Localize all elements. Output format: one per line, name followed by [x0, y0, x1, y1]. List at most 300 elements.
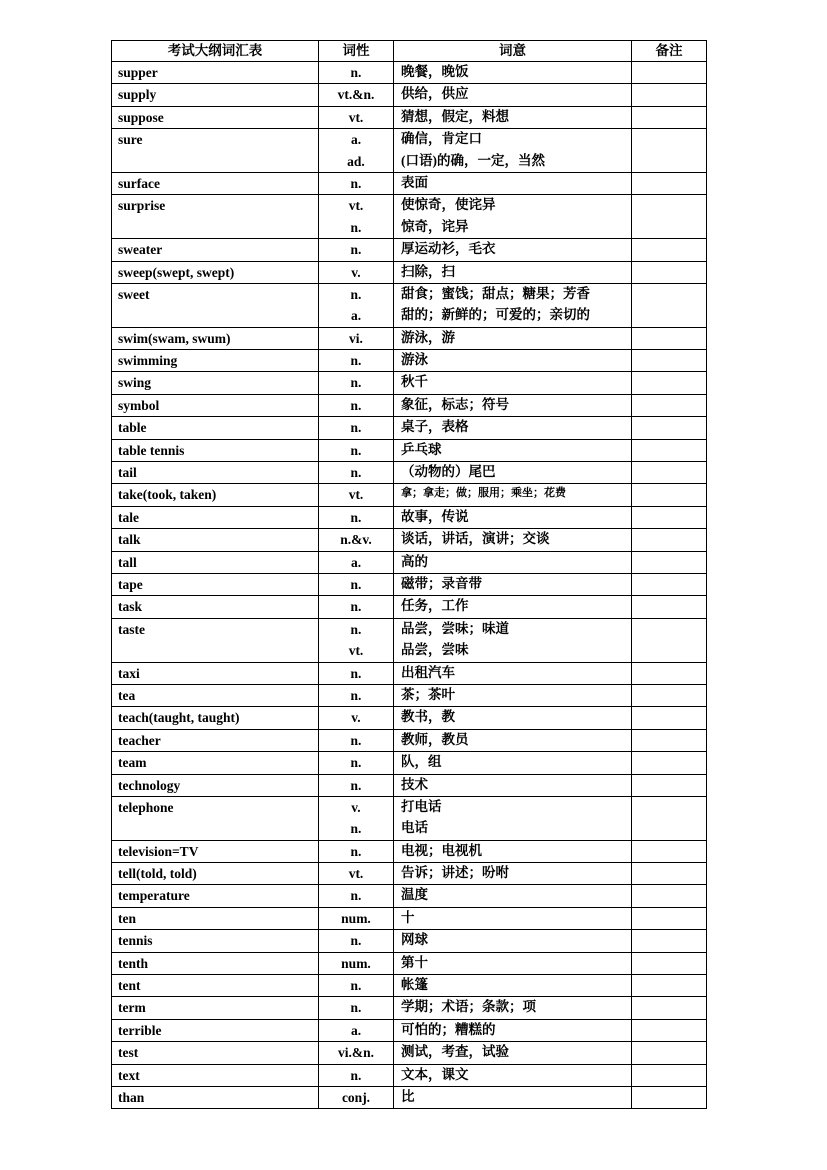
meaning: 可怕的；糟糕的 — [401, 1021, 496, 1037]
meaning: 桌子，表格 — [401, 419, 469, 435]
word-cell — [112, 997, 319, 1019]
word: suppose — [118, 109, 164, 125]
word-cell — [112, 840, 319, 862]
table-row — [112, 439, 707, 461]
header-row — [112, 41, 707, 62]
word-cell — [112, 662, 319, 684]
notes-cell — [632, 840, 707, 862]
table-row — [112, 506, 707, 528]
part-of-speech-cell — [319, 529, 394, 551]
word-cell — [112, 1042, 319, 1064]
table-row — [112, 618, 707, 662]
word: temperature — [118, 888, 190, 904]
table-row — [112, 529, 707, 551]
word: sweet — [118, 286, 150, 302]
word-cell — [112, 684, 319, 706]
meaning: 扫除，扫 — [401, 263, 455, 279]
notes-cell — [632, 327, 707, 349]
notes-cell — [632, 618, 707, 662]
notes-cell — [632, 283, 707, 327]
part-of-speech: a. — [350, 132, 362, 148]
table-row — [112, 327, 707, 349]
notes-cell — [632, 997, 707, 1019]
meaning: 帐篷 — [401, 977, 428, 993]
meaning-cell — [394, 684, 632, 706]
word: team — [118, 755, 147, 771]
notes-cell — [632, 684, 707, 706]
meaning-cell — [394, 662, 632, 684]
notes-cell — [632, 239, 707, 261]
part-of-speech: n. — [350, 621, 362, 637]
meaning-cell — [394, 239, 632, 261]
table-row — [112, 684, 707, 706]
meaning-cell — [394, 907, 632, 929]
word: swimming — [118, 353, 178, 369]
word-cell — [112, 930, 319, 952]
meaning-cell — [394, 997, 632, 1019]
notes-cell — [632, 662, 707, 684]
part-of-speech-cell — [319, 975, 394, 997]
part-of-speech-cell — [319, 283, 394, 327]
notes-cell — [632, 752, 707, 774]
word-cell — [112, 975, 319, 997]
part-of-speech: n. — [350, 219, 362, 235]
notes-cell — [632, 372, 707, 394]
word-cell — [112, 84, 319, 106]
meaning: 磁带；录音带 — [401, 575, 482, 591]
meaning-cell — [394, 327, 632, 349]
part-of-speech-cell — [319, 840, 394, 862]
part-of-speech-cell — [319, 1019, 394, 1041]
notes-cell — [632, 172, 707, 194]
word: table tennis — [118, 442, 185, 458]
part-of-speech: vt. — [348, 866, 364, 882]
table-row — [112, 796, 707, 840]
part-of-speech: n. — [350, 353, 362, 369]
part-of-speech-cell — [319, 1086, 394, 1108]
word-cell — [112, 283, 319, 327]
word-cell — [112, 372, 319, 394]
meaning-cell — [394, 863, 632, 885]
table-row — [112, 752, 707, 774]
table-row — [112, 261, 707, 283]
word-cell — [112, 462, 319, 484]
word: table — [118, 420, 147, 436]
part-of-speech: num. — [341, 955, 371, 971]
part-of-speech: n. — [350, 242, 362, 258]
word-cell — [112, 551, 319, 573]
table-row — [112, 195, 707, 239]
part-of-speech: n. — [350, 933, 362, 949]
table-row — [112, 394, 707, 416]
word-cell — [112, 573, 319, 595]
meaning: 惊奇，诧异 — [401, 218, 469, 234]
part-of-speech: vt.&n. — [337, 87, 375, 103]
meaning: （动物的）尾巴 — [401, 464, 496, 480]
word: supper — [118, 65, 158, 80]
word: surprise — [118, 198, 166, 214]
word: tall — [118, 554, 137, 570]
meaning: 学期；术语；条款；项 — [401, 999, 536, 1015]
notes-cell — [632, 774, 707, 796]
word-cell — [112, 752, 319, 774]
notes-cell — [632, 1042, 707, 1064]
part-of-speech-cell — [319, 573, 394, 595]
notes-cell — [632, 596, 707, 618]
table-row — [112, 372, 707, 394]
part-of-speech-cell — [319, 195, 394, 239]
word: tenth — [118, 955, 148, 971]
meaning: 谈话，讲话，演讲；交谈 — [401, 531, 550, 547]
header-meaning: 词意 — [394, 41, 632, 62]
notes-cell — [632, 1019, 707, 1041]
word: supply — [118, 87, 157, 103]
part-of-speech: n. — [350, 978, 362, 994]
part-of-speech: num. — [341, 910, 371, 926]
meaning-cell — [394, 106, 632, 128]
meaning: 茶；茶叶 — [401, 686, 455, 702]
meaning: 测试，考查，试验 — [401, 1044, 509, 1060]
part-of-speech: n. — [350, 888, 362, 904]
word-cell — [112, 529, 319, 551]
part-of-speech: n. — [350, 821, 362, 837]
part-of-speech: n. — [350, 175, 362, 191]
notes-cell — [632, 484, 707, 506]
part-of-speech-cell — [319, 618, 394, 662]
word-cell — [112, 350, 319, 372]
meaning: 网球 — [401, 932, 428, 948]
word-cell — [112, 885, 319, 907]
word-cell — [112, 417, 319, 439]
meaning-cell — [394, 573, 632, 595]
word: term — [118, 1000, 146, 1016]
meaning: 第十 — [401, 954, 428, 970]
meaning: 教师，教员 — [401, 731, 469, 747]
part-of-speech-cell — [319, 729, 394, 751]
part-of-speech-cell — [319, 952, 394, 974]
part-of-speech-cell — [319, 885, 394, 907]
word: text — [118, 1067, 140, 1083]
word: terrible — [118, 1022, 162, 1038]
notes-cell — [632, 1086, 707, 1108]
part-of-speech: vt. — [348, 487, 364, 503]
meaning-cell — [394, 975, 632, 997]
word-cell — [112, 596, 319, 618]
table-row — [112, 84, 707, 106]
table-row — [112, 840, 707, 862]
word-cell — [112, 327, 319, 349]
part-of-speech: vt. — [348, 643, 364, 659]
notes-cell — [632, 796, 707, 840]
word-cell — [112, 484, 319, 506]
meaning-cell — [394, 618, 632, 662]
notes-cell — [632, 195, 707, 239]
table-row — [112, 350, 707, 372]
meaning: 技术 — [401, 776, 428, 792]
meaning: 出租汽车 — [401, 664, 455, 680]
word-cell — [112, 618, 319, 662]
part-of-speech: n. — [350, 1067, 362, 1083]
meaning: 任务，工作 — [401, 598, 469, 614]
table-row — [112, 1086, 707, 1108]
table-body — [112, 62, 707, 1109]
meaning: 品尝，尝味 — [401, 642, 469, 658]
word: tale — [118, 509, 139, 525]
word: taxi — [118, 665, 140, 681]
notes-cell — [632, 62, 707, 84]
meaning: 电视；电视机 — [401, 842, 482, 858]
word: than — [118, 1089, 145, 1105]
part-of-speech: n. — [350, 576, 362, 592]
meaning: 秋千 — [401, 374, 428, 390]
word-cell — [112, 774, 319, 796]
part-of-speech: n. — [350, 843, 362, 859]
word: tell(told, told) — [118, 866, 197, 882]
word-cell — [112, 907, 319, 929]
word: tape — [118, 576, 143, 592]
part-of-speech-cell — [319, 439, 394, 461]
meaning-cell — [394, 261, 632, 283]
word: taste — [118, 621, 145, 637]
table-row — [112, 551, 707, 573]
meaning: 告诉；讲述；吩咐 — [401, 865, 509, 881]
word: surface — [118, 175, 160, 191]
part-of-speech-cell — [319, 84, 394, 106]
word-cell — [112, 707, 319, 729]
meaning-cell — [394, 596, 632, 618]
meaning-cell — [394, 462, 632, 484]
part-of-speech: vi. — [349, 330, 363, 346]
meaning: 队，组 — [401, 754, 442, 770]
part-of-speech-cell — [319, 239, 394, 261]
table-row — [112, 106, 707, 128]
meaning: 象征，标志；符号 — [401, 396, 509, 412]
part-of-speech-cell — [319, 327, 394, 349]
meaning: 温度 — [401, 887, 428, 903]
notes-cell — [632, 84, 707, 106]
word-cell — [112, 729, 319, 751]
word-cell — [112, 394, 319, 416]
meaning: 表面 — [401, 174, 428, 190]
notes-cell — [632, 462, 707, 484]
table-row — [112, 1042, 707, 1064]
word-cell — [112, 863, 319, 885]
part-of-speech: conj. — [341, 1089, 371, 1105]
word-cell — [112, 1064, 319, 1086]
word-cell — [112, 239, 319, 261]
meaning-cell — [394, 930, 632, 952]
meaning: 晚餐，晚饭 — [401, 64, 469, 79]
word: swim(swam, swum) — [118, 330, 231, 346]
meaning-cell — [394, 752, 632, 774]
part-of-speech-cell — [319, 350, 394, 372]
table-row — [112, 462, 707, 484]
meaning: 高的 — [401, 553, 428, 569]
part-of-speech: n. — [350, 1000, 362, 1016]
table-row — [112, 596, 707, 618]
part-of-speech: a. — [350, 554, 362, 570]
notes-cell — [632, 863, 707, 885]
part-of-speech: n.&v. — [340, 532, 372, 548]
word-cell — [112, 1086, 319, 1108]
part-of-speech: n. — [350, 509, 362, 525]
part-of-speech: n. — [350, 465, 362, 481]
word: test — [118, 1045, 139, 1061]
meaning-cell — [394, 372, 632, 394]
meaning-cell — [394, 506, 632, 528]
table-row — [112, 774, 707, 796]
meaning: 乒乓球 — [401, 441, 442, 457]
part-of-speech-cell — [319, 997, 394, 1019]
notes-cell — [632, 885, 707, 907]
part-of-speech: n. — [350, 755, 362, 771]
part-of-speech: v. — [351, 799, 361, 815]
meaning: 电话 — [401, 820, 428, 836]
meaning: 品尝，尝味；味道 — [401, 620, 509, 636]
word: television=TV — [118, 843, 199, 859]
word: tail — [118, 465, 137, 481]
table-row — [112, 129, 707, 173]
meaning-cell — [394, 796, 632, 840]
table-row — [112, 1019, 707, 1041]
word-cell — [112, 952, 319, 974]
part-of-speech: vi.&n. — [337, 1045, 374, 1061]
meaning-cell — [394, 417, 632, 439]
word: technology — [118, 777, 181, 793]
meaning: 教书，教 — [401, 709, 455, 725]
word: tent — [118, 978, 141, 994]
meaning: 游泳 — [401, 352, 428, 368]
table-row — [112, 707, 707, 729]
table-row — [112, 484, 707, 506]
part-of-speech: a. — [350, 308, 362, 324]
part-of-speech: n. — [350, 732, 362, 748]
table-row — [112, 662, 707, 684]
meaning: 甜食；蜜饯；甜点；糖果；芳香 — [401, 285, 590, 301]
notes-cell — [632, 417, 707, 439]
part-of-speech: n. — [350, 375, 362, 391]
table-row — [112, 930, 707, 952]
part-of-speech-cell — [319, 796, 394, 840]
notes-cell — [632, 506, 707, 528]
table-row — [112, 975, 707, 997]
notes-cell — [632, 729, 707, 751]
meaning-cell — [394, 439, 632, 461]
part-of-speech: vt. — [348, 109, 364, 125]
meaning-cell — [394, 283, 632, 327]
meaning: 使惊奇，使诧异 — [401, 197, 496, 213]
part-of-speech: n. — [350, 599, 362, 615]
word: tea — [118, 687, 136, 703]
part-of-speech-cell — [319, 752, 394, 774]
word-cell — [112, 129, 319, 173]
part-of-speech: n. — [350, 286, 362, 302]
word: take(took, taken) — [118, 487, 217, 503]
meaning-cell — [394, 1086, 632, 1108]
header-word: 考试大纲词汇表 — [112, 41, 319, 62]
table-row — [112, 1064, 707, 1086]
part-of-speech-cell — [319, 506, 394, 528]
word-cell — [112, 62, 319, 84]
notes-cell — [632, 975, 707, 997]
word-cell — [112, 172, 319, 194]
part-of-speech-cell — [319, 930, 394, 952]
meaning-cell — [394, 195, 632, 239]
table-row — [112, 997, 707, 1019]
table-row — [112, 863, 707, 885]
part-of-speech-cell — [319, 863, 394, 885]
part-of-speech: v. — [351, 710, 361, 726]
part-of-speech: n. — [350, 420, 362, 436]
table-row — [112, 907, 707, 929]
header-notes: 备注 — [632, 41, 707, 62]
table-row — [112, 952, 707, 974]
meaning-cell — [394, 885, 632, 907]
word-cell — [112, 506, 319, 528]
word: talk — [118, 532, 141, 548]
word: telephone — [118, 799, 174, 815]
part-of-speech-cell — [319, 417, 394, 439]
notes-cell — [632, 551, 707, 573]
part-of-speech-cell — [319, 394, 394, 416]
notes-cell — [632, 930, 707, 952]
meaning-cell — [394, 774, 632, 796]
meaning-cell — [394, 129, 632, 173]
table-header — [112, 41, 707, 62]
word: tennis — [118, 933, 153, 949]
meaning-cell — [394, 1019, 632, 1041]
meaning: 打电话 — [401, 798, 442, 814]
part-of-speech: n. — [350, 397, 362, 413]
meaning-cell — [394, 551, 632, 573]
meaning-cell — [394, 484, 632, 506]
meaning: 比 — [401, 1088, 415, 1104]
part-of-speech-cell — [319, 1064, 394, 1086]
table-row — [112, 729, 707, 751]
word: sweater — [118, 242, 163, 258]
meaning: 供给，供应 — [401, 86, 469, 102]
part-of-speech-cell — [319, 62, 394, 84]
notes-cell — [632, 106, 707, 128]
notes-cell — [632, 261, 707, 283]
word-cell — [112, 439, 319, 461]
meaning: (口语)的确，一定，当然 — [401, 152, 545, 168]
vocabulary-table — [111, 40, 707, 1109]
meaning-cell — [394, 394, 632, 416]
notes-cell — [632, 529, 707, 551]
word-cell — [112, 195, 319, 239]
meaning-cell — [394, 952, 632, 974]
part-of-speech-cell — [319, 462, 394, 484]
part-of-speech-cell — [319, 261, 394, 283]
notes-cell — [632, 129, 707, 173]
notes-cell — [632, 350, 707, 372]
meaning: 猜想，假定，料想 — [401, 108, 509, 124]
part-of-speech: a. — [350, 1022, 362, 1038]
meaning-cell — [394, 707, 632, 729]
part-of-speech-cell — [319, 551, 394, 573]
part-of-speech-cell — [319, 172, 394, 194]
word: task — [118, 599, 143, 615]
part-of-speech-cell — [319, 129, 394, 173]
meaning-cell — [394, 172, 632, 194]
table-row — [112, 283, 707, 327]
part-of-speech-cell — [319, 596, 394, 618]
word: teach(taught, taught) — [118, 710, 240, 726]
part-of-speech: ad. — [347, 153, 365, 169]
meaning-cell — [394, 350, 632, 372]
meaning-cell — [394, 729, 632, 751]
